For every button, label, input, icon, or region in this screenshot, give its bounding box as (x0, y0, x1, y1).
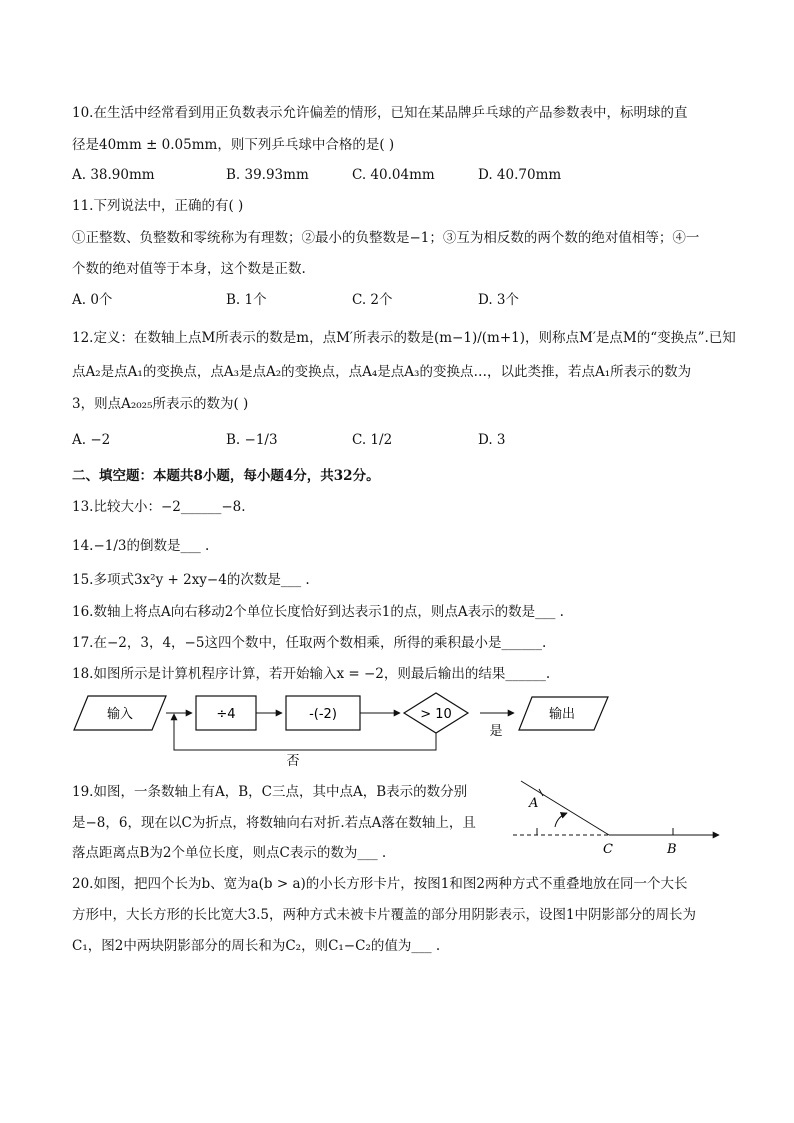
q14: 14.−1/3的倒数是___ . (72, 538, 210, 554)
number-line-figure (505, 775, 725, 860)
q11-option-d: D. 3个 (478, 292, 520, 308)
q11-line3: 个数的绝对值等于本身，这个数是正数. (72, 261, 306, 277)
q19-line2: 是−8，6，现在以C为折点，将数轴向右对折.若点A落在数轴上，且 (72, 815, 476, 831)
q20-line2: 方形中，大长方形的长比宽大3.5，两种方式未被卡片覆盖的部分用阴影表示，设图1中阴影部分的周长为 (72, 907, 697, 923)
flow-no-label: 否 (286, 754, 300, 769)
q11-option-a: A. 0个 (72, 292, 113, 308)
flow-op2-label: -(-2) (309, 707, 337, 722)
q18: 18.如图所示是计算机程序计算，若开始输入x = −2，则最后输出的结果______. (72, 666, 551, 682)
q12-option-b: B. −1/3 (226, 432, 278, 448)
q12-option-d: D. 3 (478, 432, 506, 448)
q10-option-c: C. 40.04mm (352, 167, 435, 183)
point-a-label: A (529, 796, 539, 811)
flow-yes-label: 是 (489, 724, 503, 739)
q17: 17.在−2，3，4，−5这四个数中，任取两个数相乘，所得的乘积最小是______. (72, 635, 547, 651)
q20-line1: 20.如图，把四个长为b、宽为a(b > a)的小长方形卡片，按图1和图2两种方式不重叠地放在同一个大长 (72, 876, 688, 892)
q10-option-a: A. 38.90mm (72, 167, 155, 183)
point-c-label: C (603, 842, 613, 857)
q11-option-b: B. 1个 (226, 292, 267, 308)
q19-line1: 19.如图，一条数轴上有A，B，C三点，其中点A，B表示的数分别 (72, 784, 468, 800)
flowchart (70, 690, 530, 770)
flow-condition-label: > 10 (420, 707, 452, 722)
q10-option-b: B. 39.93mm (226, 167, 309, 183)
q11-line1: 11.下列说法中，正确的有( ) (72, 198, 244, 214)
q11-line2: ①正整数、负整数和零统称为有理数；②最小的负整数是−1；③互为相反数的两个数的绝对值相等；④一 (72, 230, 700, 246)
q19-line3: 落点距离点B为2个单位长度，则点C表示的数为___ . (72, 845, 387, 861)
flow-input-label: 输入 (106, 707, 134, 722)
q11-option-c: C. 2个 (352, 292, 393, 308)
q12-option-a: A. −2 (72, 432, 111, 448)
flow-output-label: 输出 (548, 707, 576, 722)
q20-line3: C₁，图2中两块阴影部分的周长和为C₂，则C₁−C₂的值为___ . (72, 938, 441, 954)
point-b-label: B (667, 842, 677, 857)
q10-line2: 径是40mm ± 0.05mm，则下列乒乓球中合格的是( ) (72, 137, 395, 153)
q10-option-d: D. 40.70mm (478, 167, 562, 183)
q15: 15.多项式3x²y + 2xy−4的次数是___ . (72, 572, 310, 588)
q16: 16.数轴上将点A向右移动2个单位长度恰好到达表示1的点，则点A表示的数是___ . (72, 604, 564, 620)
q12-line3: 3，则点A₂₀₂₅所表示的数为( ) (72, 396, 249, 412)
flow-output (518, 696, 610, 732)
q12-line1: 12.定义：在数轴上点M所表示的数是m，点M′所表示的数是(m−1)/(m+1)，则称点M′是点M的“变换点”.已知 (72, 330, 736, 346)
q12-line2: 点A₂是点A₁的变换点，点A₃是点A₂的变换点，点A₄是点A₃的变换点…，以此类推，若点A₁所表示的数为 (72, 364, 692, 380)
q12-option-c: C. 1/2 (352, 432, 393, 448)
q10-line1: 10.在生活中经常看到用正负数表示允许偏差的情形，已知在某品牌乒乓球的产品参数表中，标明球的直 (72, 105, 688, 121)
section-heading: 二、填空题：本题共8小题，每小题4分，共32分。 (72, 468, 380, 484)
flow-op1-label: ÷4 (216, 707, 236, 722)
q13: 13.比较大小：−2______−8. (72, 499, 246, 515)
